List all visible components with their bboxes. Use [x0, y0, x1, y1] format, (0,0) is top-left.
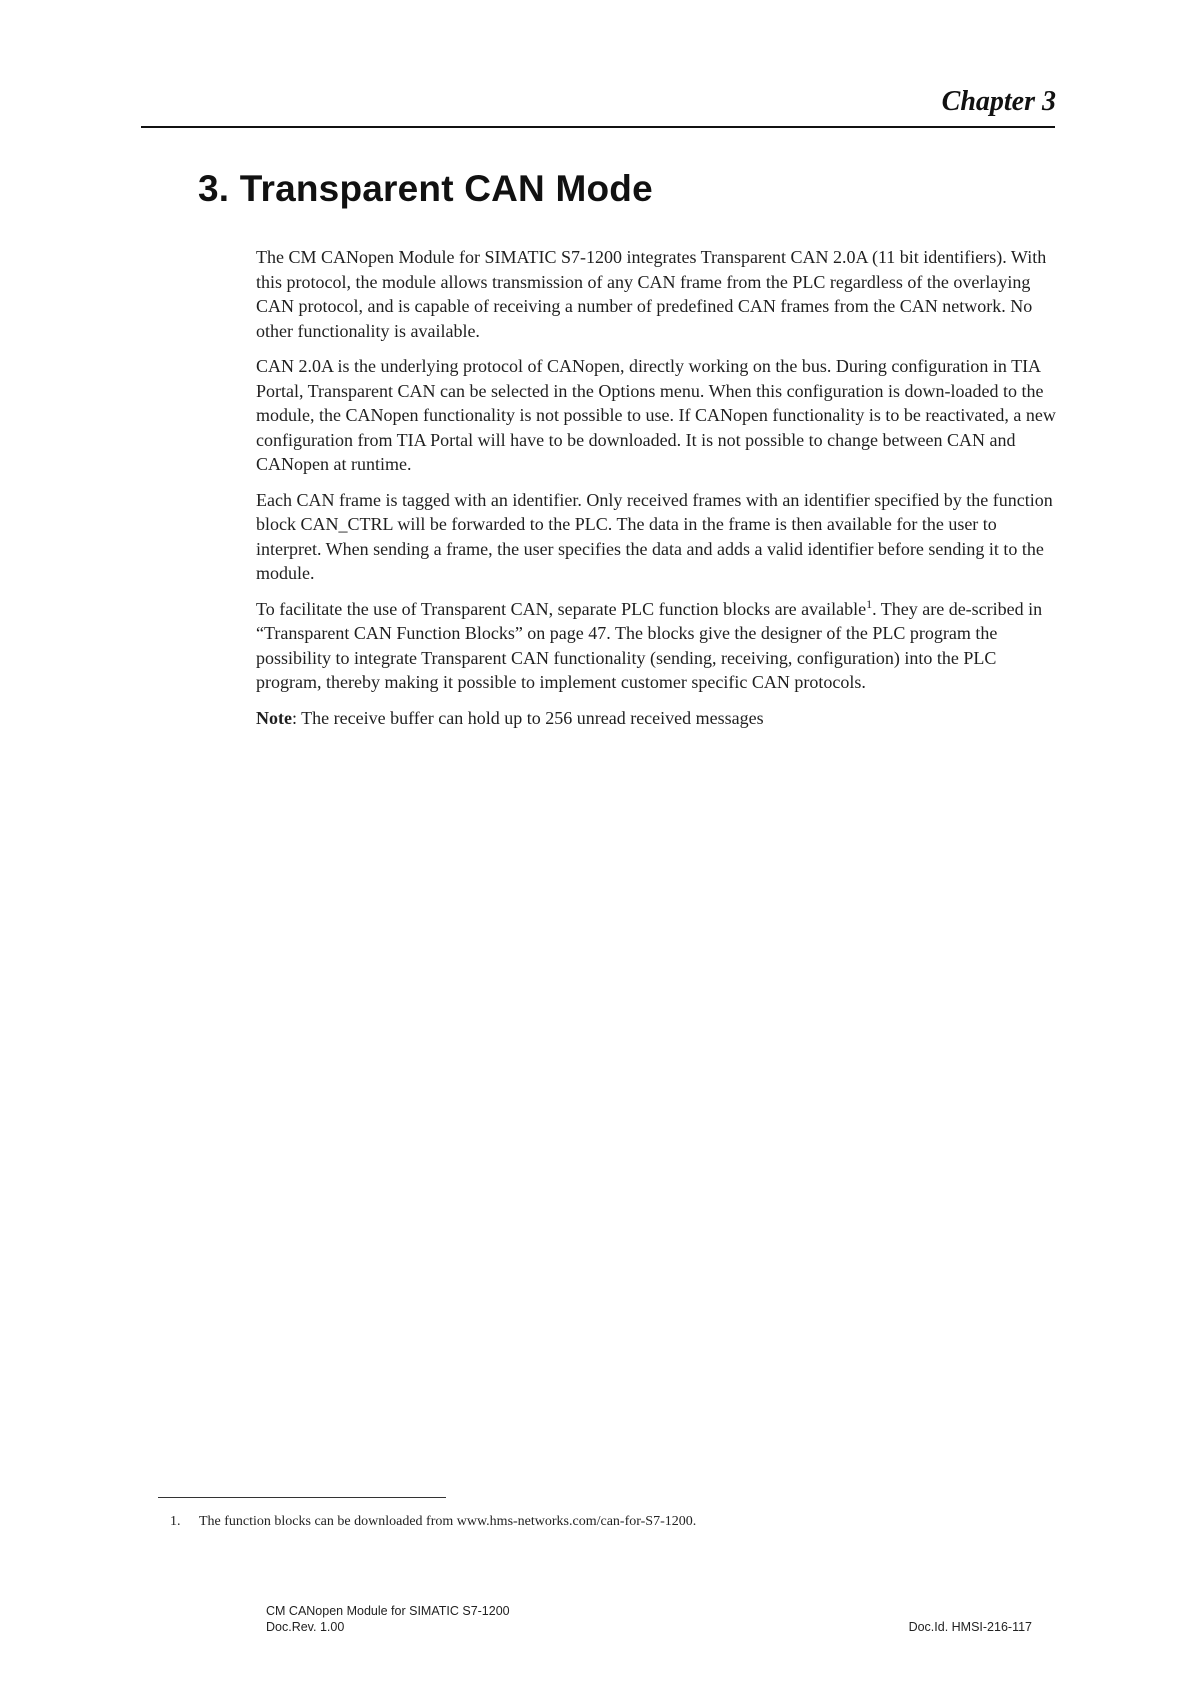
note-paragraph	[256, 706, 1062, 731]
footnote-number: 1.	[170, 1514, 181, 1529]
body-text	[256, 245, 1062, 741]
footnote	[170, 1514, 870, 1530]
footnote-rule	[158, 1497, 446, 1498]
note-label: Note	[256, 707, 292, 728]
chapter-label: Chapter 3	[941, 86, 1056, 117]
note-text: : The receive buffer can hold up to 256 unread received messages	[291, 707, 764, 728]
paragraph-intro: The CM CANopen Module for SIMATIC S7-1200 integrates Transparent CAN 2.0A (11 bit identifiers). With this protocol, the module allows transmission of any CAN frame from the PLC regardless of the overlaying CAN protocol, and is capable of receiving a number of predefined CAN frames from the CAN network. No other functionality is available.	[256, 247, 1047, 341]
footnote-text: The function blocks can be downloaded from www.hms-networks.com/can-for-S7-1200.	[199, 1514, 697, 1529]
header-rule	[141, 126, 1055, 128]
paragraph-function-blocks-start: To facilitate the use of Transparent CAN, separate PLC function blocks are available	[256, 598, 867, 619]
footer-doc-id: Doc.Id. HMSI-216-117	[908, 1620, 1032, 1634]
chapter-title: 3. Transparent CAN Mode	[198, 168, 653, 209]
footnote-reference[interactable]: 1	[866, 596, 873, 611]
paragraph-function-blocks	[256, 597, 1062, 695]
footer-product: CM CANopen Module for SIMATIC S7-1200	[266, 1604, 510, 1618]
paragraph-can20a: CAN 2.0A is the underlying protocol of CANopen, directly working on the bus. During configuration in TIA Portal, Transparent CAN can be selected in the Options menu. When this configuration is down-loaded to the module, the CANopen functionality is not possible to use. If CANopen functionality is to be reactivated, a new configuration from TIA Portal will have to be downloaded. It is not possible to change between CAN and CANopen at runtime.	[256, 356, 1056, 474]
paragraph-function-blocks-end: . They are de-scribed in “Transparent CAN Function Blocks” on page 47. The blocks give the designer of the PLC program the possibility to integrate Transparent CAN functionality (sending, receiving, configuration) into the PLC program, thereby making it possible to implement customer specific CAN protocols.	[256, 598, 1043, 692]
paragraph-identifier: Each CAN frame is tagged with an identifier. Only received frames with an identifier specified by the function block CAN_CTRL will be forwarded to the PLC. The data in the frame is then available for the user to interpret. When sending a frame, the user specifies the data and adds a valid identifier before sending it to the module.	[256, 489, 1053, 583]
footer-left	[266, 1603, 510, 1635]
footer-revision: Doc.Rev. 1.00	[266, 1620, 345, 1634]
